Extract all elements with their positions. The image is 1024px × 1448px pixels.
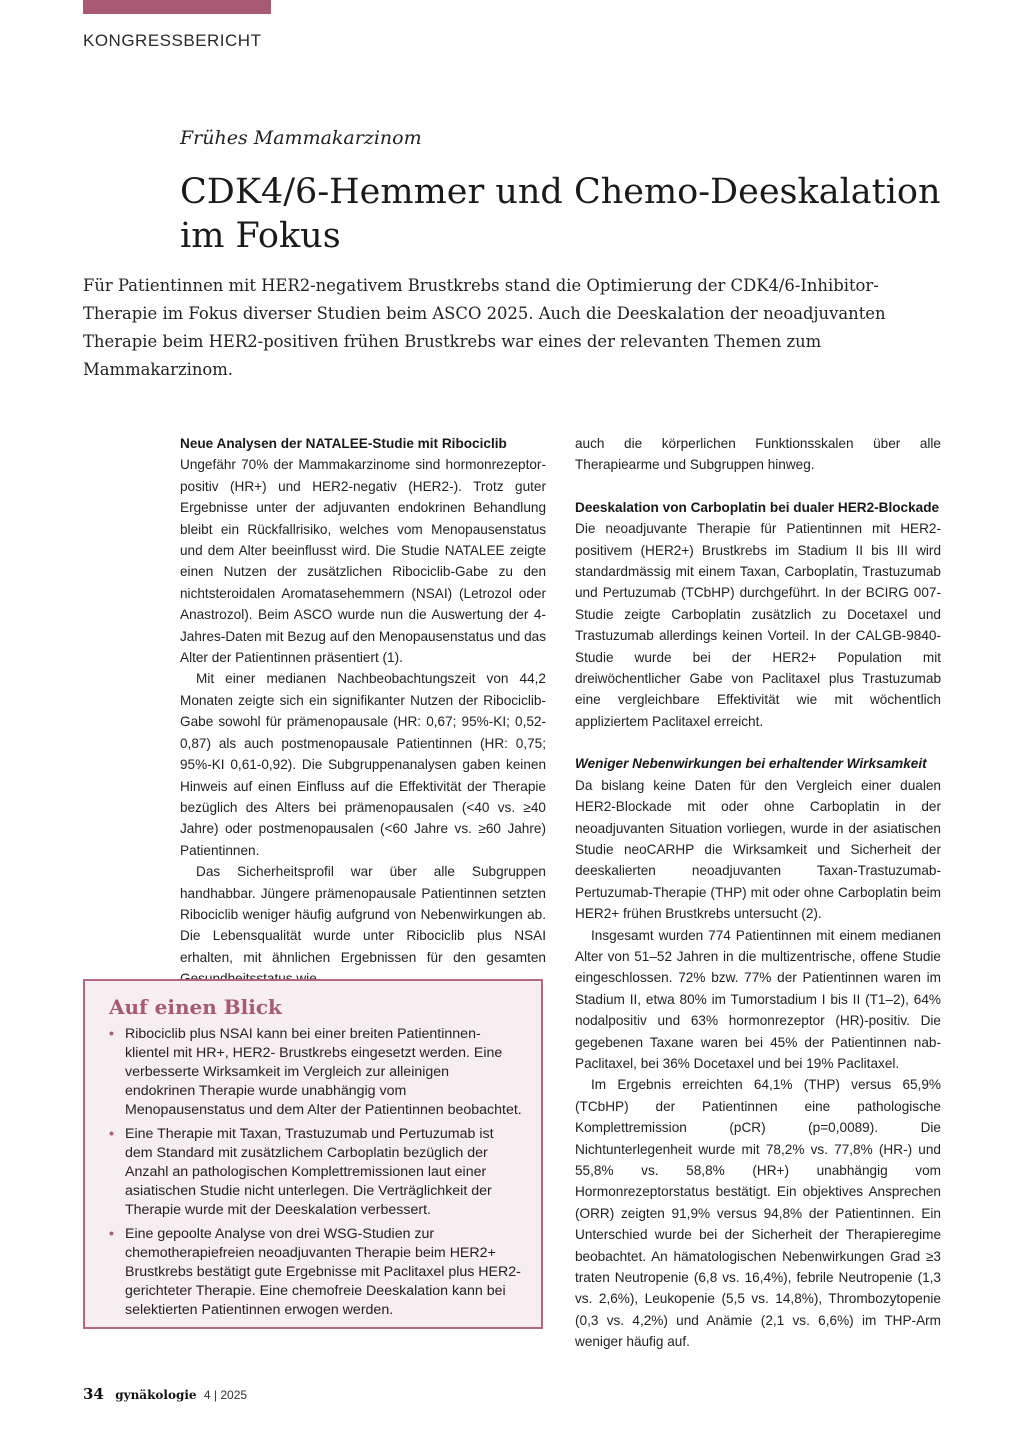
article-lead: Für Patientinnen mit HER2-negativem Brustkrebs stand die Optimierung der CDK4/6-Inhibitor-Therapie im Fokus diverser Studien beim ASCO 2025. Auch die Deeskalation der neoadjuvanten Therapie beim HER2-positiven frühen Brustkrebs war eines der relevanten Themen zum Mammakarzinom. (83, 276, 886, 379)
paragraph: Die neoadjuvante Therapie für Patientinnen mit HER2-positivem (HER2+) Brustkrebs im Stadium II bis III wird standardmässig mit einem Taxan, Carboplatin, Trastuzumab und Pertuzumab (TCbHP) durchgeführt. In der BCIRG 007-Studie zeigte Carboplatin zusätzlich zu Docetaxel und Trastuzumab allerdings keinen Vorteil. In der CALGB-9840-Studie wurde bei der HER2+ Population mit dreiwöchentlicher Gabe von Paclitaxel plus Trastuzumab eine vergleichbare Effektivität wie mit wöchentlich appliziertem Paclitaxel erreicht. (575, 521, 941, 729)
journal-name: gynäkologie (115, 1388, 197, 1402)
summary-item-text: Eine Therapie mit Taxan, Trastuzumab und Pertuzumab ist dem Standard mit zusätzlichem Carboplatin bezüglich der Anzahl an pathologischen Komplettremissionen laut einer asiatischen Studie nicht unterlegen. Die Verträglichkeit der Therapie wurde mit der Deeskalation verbessert. (125, 1126, 494, 1218)
summary-list (109, 1025, 523, 1320)
paragraph: Insgesamt wurden 774 Patientinnen mit einem medianen Alter von 51–52 Jahren in die multizentrische, offene Studie eingeschlossen. 72% bzw. 77% der Patientinnen waren im Stadium II, etwa 80% im Tumorstadium I bis II (T1–2), 64% nodalpositiv und 63% hormonrezeptor (HR)-positiv. Die gegebenen Taxane waren bei 45% der Patientinnen nab-Paclitaxel, bei 36% Docetaxel und bei 19% Paclitaxel. (575, 927, 941, 1071)
article-kicker: Frühes Mammakarzinom (180, 127, 422, 149)
subheading-natalee: Neue Analysen der NATALEE-Studie mit Ribociclib (180, 436, 507, 451)
subheading-carboplatin: Deeskalation von Carboplatin bei dualer HER2-Blockade (575, 499, 940, 515)
paragraph: Da bislang keine Daten für den Vergleich einer dualen HER2-Blockade mit oder ohne Carboplatin in der neoadjuvanten Situation vorliegen, wurde in der asiatischen Studie neoCARHP die Wirksamkeit und Sicherheit der deeskalierten neoadjuvanten Taxan-Trastuzumab-Pertuzumab-Therapie (THP) mit oder ohne Carboplatin beim HER2+ frühen Brustkrebs untersucht (2). (575, 777, 941, 922)
section-label: KONGRESSBERICHT (83, 31, 262, 50)
summary-box-title: Auf einen Blick (109, 995, 282, 1019)
summary-item (109, 1025, 523, 1120)
page-number: 34 (83, 1385, 104, 1403)
summary-item-text: Eine gepoolte Analyse von drei WSG-Studien zur chemotherapiefreien neoadjuvanten Therapie beim HER2+ Brustkrebs bestätigt gute Ergebnisse mit Paclitaxel plus HER2-gerichteter Therapie. Eine chemofreie Deeskalation kann bei selektierten Patientinnen erwogen werden. (125, 1226, 521, 1318)
bullet-icon: • (109, 1126, 114, 1142)
text-column-right (575, 433, 941, 1353)
summary-item (109, 1225, 523, 1320)
paragraph: Im Ergebnis erreichten 64,1% (THP) versus 65,9% (TCbHP) der Patientinnen eine pathologische Komplettremission (pCR) (p=0,0089). Die Nichtunterlegenheit wurde mit 78,2% vs. 77,8% (HR-) und 55,8% vs. 58,8% (HR+) unabhängig vom Hormonrezeptorstatus bestätigt. Ein objektives Ansprechen (ORR) zeigten 91,9% versus 94,8% der Patientinnen. Ein Unterschied wurde bei der Sicherheit der Therapieregime beobachtet. An hämatologischen Nebenwirkungen Grad ≥3 traten Neutropenie (6,8 vs. 16,4%), febrile Neutropenie (1,3 vs. 2,6%), Leukopenie (5,5 vs. 14,8%), Thrombozytopenie (0,3 vs. 4,2%) und Anämie (2,1 vs. 6,6%) im THP-Arm weniger häufig auf. (575, 1077, 941, 1350)
article-title: CDK4/6-Hemmer und Chemo-Deeskalation im Fokus (180, 172, 941, 256)
bullet-icon: • (109, 1026, 114, 1042)
summary-box (83, 979, 543, 1329)
journal-issue: 4 | 2025 (203, 1388, 248, 1402)
text-column-left (180, 433, 546, 990)
page-footer (83, 1385, 247, 1403)
paragraph: Das Sicherheitsprofil war über alle Subgruppen handhabbar. Jüngere prämenopausale Patientinnen setzten Ribociclib weniger häufig aufgrund von Nebenwirkungen ab. Die Lebensqualität wurde unter Ribociclib plus NSAI erhalten, mit ähnlichen Ergebnissen für den gesamten (180, 864, 546, 965)
summary-item (109, 1125, 523, 1220)
paragraph: Ungefähr 70% der Mammakarzinome sind hormonrezeptor-positiv (HR+) und HER2-negativ (HER2-). Trotz guter Ergebnisse unter der adjuvanten endokrinen Behandlung bleibt ein Rückfallrisiko, welches vom Menopausenstatus und dem Alter beeinflusst wird. Die Studie NATALEE zeigte einen Nutzen der zusätzlichen Ribociclib-Gabe zu den nichtsteroidalen Aromatasehemmern (NSAI) (Letrozol oder Anastrozol). Beim ASCO wurde nun die Auswertung der 4-Jahres-Daten mit Bezug auf den Menopausenstatus und das Alter der Patientinnen präsentiert (1). (180, 457, 546, 666)
section-color-bar (83, 0, 271, 14)
bullet-icon: • (109, 1226, 114, 1242)
subheading-nebenwirkungen: Weniger Nebenwirkungen bei erhaltender Wirksamkeit (575, 756, 927, 772)
paragraph: Mit einer medianen Nachbeobachtungszeit von 44,2 Monaten zeigte sich ein signifikanter Nutzen der Ribociclib-Gabe sowohl für prämenopausale (HR: 0,67; 95%-KI; 0,52-0,87) als auch postmenopausale Patientinnen (HR: 0,75; 95%-KI 0,61-0,92). Die Subgruppenanalysen gaben keinen Hinweis auf einen Einfluss auf die Effektivität der Therapie bezüglich des Alters bei prämenopausalen (<40 vs. ≥40 Jahre) oder postmenopausalen (<60 Jahre vs. ≥60 Jahre) Patientinnen. (180, 671, 546, 858)
paragraph: auch die körperlichen Funktionsskalen über alle Therapiearme und Subgruppen hinweg. (575, 436, 941, 473)
summary-item-text: Ribociclib plus NSAI kann bei einer breiten Patientinnen-klientel mit HR+, HER2- Brustkrebs eingesetzt werden. Eine verbesserte Wirksamkeit im Vergleich zur alleinigen endokrinen Therapie wurde unabhängig vom Menopausenstatus und dem Alter der Patientinnen beobachtet. (125, 1026, 522, 1118)
